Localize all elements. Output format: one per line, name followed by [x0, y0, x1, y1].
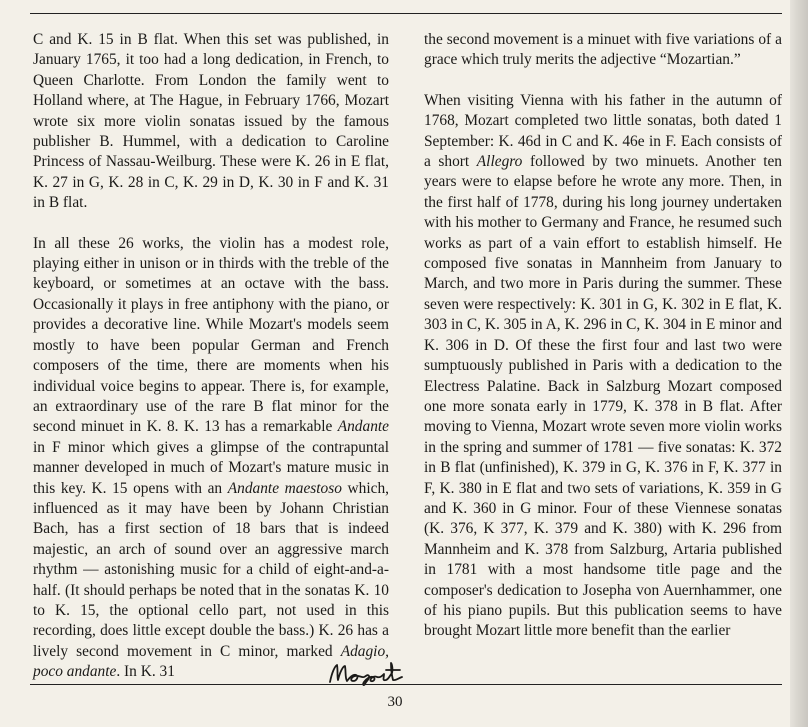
right-column: [424, 30, 782, 642]
top-rule: [30, 13, 782, 14]
right-paragraph-1: the second movement is a minuet with five variations of a grace which truly merits the adjective “Mozartian.”: [424, 31, 782, 69]
page-edge-shadow: [790, 0, 808, 727]
left-paragraph-1: C and K. 15 in B flat. When this set was published, in January 1765, it too had a long dedication, in French, to Queen Charlotte. From London the family went to Holland where, at The Hague, in February 1766, Mozart wrote six more violin sonatas issued by the famous publisher B. Hummel, with a dedication to Caroline Princess of Nassau-Weilburg. These were K. 26 in E flat, K. 27 in G, K. 28 in C, K. 29 in D, K. 30 in F and K. 31 in B flat.: [33, 31, 389, 212]
right-paragraph-2: When visiting Vienna with his father in the autumn of 1768, Mozart completed two little sonatas, both dated 1 September: K. 46d in C and K. 46e in F. Each consists of a short Allegro followed by two minuets. Another ten years were to elapse before he wrote any more. Then, in the first half of 1778, during his long journey undertaken with his mother to Germany and France, he resumed such works as part of a vain effort to establish himself. He composed five sonatas in Mannheim from January to March, and two more in Paris during the summer. These seven were respectively: K. 301 in G, K. 302 in E flat, K. 303 in C, K. 305 in A, K. 296 in C, K. 304 in E minor and K. 306 in D. Of these the first four and last two were sumptuously published in Paris with a dedication to the Electress Palatine. Back in Salzburg Mozart composed one more sonata early in 1779, K. 378 in B flat. After moving to Vienna, Mozart wrote seven more violin works in the spring and summer of 1781 — five sonatas: K. 372 in B flat (unfinished), K. 379 in G, K. 376 in F, K. 377 in F, K. 380 in E flat and two sets of variations, K. 359 in G and K. 360 in G minor. Four of these Viennese sonatas (K. 376, K 377, K. 379 and K. 380) with K. 296 from Mannheim and K. 378 from Salzburg, Artaria published in 1781 with a most handsome title page and the composer's dedication to Josepha von Auernhammer, one of his piano pupils. But this publication seems to have brought Mozart little more benefit than the earlier: [424, 91, 782, 640]
mozart-signature: [326, 660, 426, 686]
left-paragraph-2: In all these 26 works, the violin has a modest role, playing either in unison or in thirds with the treble of the keyboard, or sometimes at an octave with the bass. Occasionally it plays in free antiphony with the piano, or provides a decorative line. While Mozart's models seem mostly to have been popular German and French composers of the time, there are moments when his individual voice begins to appear. There is, for example, an extraordinary use of the rare B flat minor for the second minuet in K. 8. K. 13 has a remarkable Andante in F minor which gives a glimpse of the contrapuntal manner developed in much of Mozart's mature music in this key. K. 15 opens with an Andante maestoso which, influenced as it may have been by Johann Christian Bach, has a first section of 18 bars that is indeed majestic, an arch of sound over an aggressive march rhythm — astonishing music for a child of eight-and-a-half. (It should perhaps be noted that in the sonatas K. 10 to K. 15, the optional cello part, not used in this recording, does little except double the bass.) K. 26 has a lively second movement in C minor, marked Adagio, poco andante. In K. 31: [33, 234, 389, 681]
page-number: 30: [387, 694, 403, 710]
left-column: [33, 30, 389, 683]
bottom-rule: [30, 684, 782, 685]
